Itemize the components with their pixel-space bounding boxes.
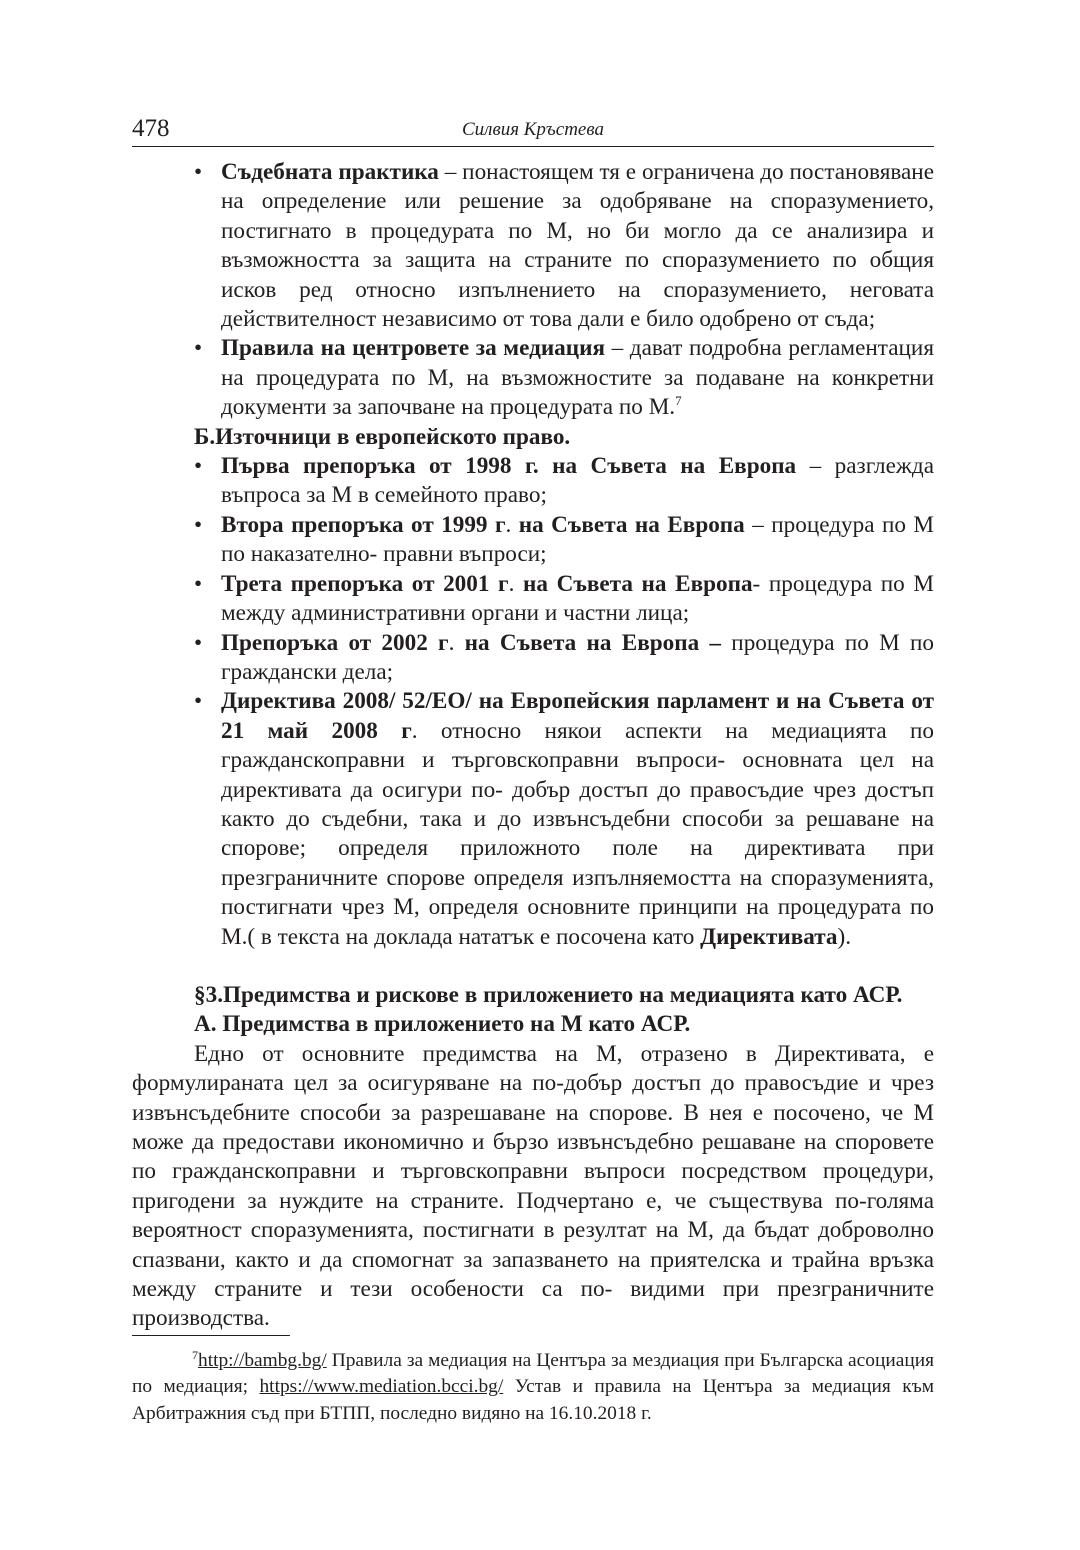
list-item-term: Препоръка от 2002 г: [221, 629, 449, 656]
list-item: [132, 158, 934, 334]
list-item-term: Втора препоръка от 1999 г: [221, 511, 506, 538]
list-item-text: процедура по М по граждански дела;: [221, 629, 935, 685]
footnote-text: Правила за медиация на Центъра за мездиация при Българска асоциация по медиация;: [132, 1350, 934, 1398]
list-item: [132, 570, 934, 629]
list-item-term: Първа препоръка от 1998 г. на Съвета на Европа: [221, 453, 797, 480]
list-item: [132, 687, 934, 952]
list-item: [132, 334, 934, 422]
list-item-term: Директивата: [700, 923, 838, 950]
list-item-sep: .: [448, 629, 465, 656]
list-item-text: – разглежда въпроса за М в семейното право;: [221, 453, 935, 509]
footnote-link-bambg[interactable]: http://bambg.bg/: [198, 1350, 327, 1371]
list-item-text: - процедура по М между административни органи и частни лица;: [221, 570, 934, 627]
footnote: [132, 1348, 934, 1427]
list-item-text: – процедура по М по наказателно- правни въпроси;: [221, 511, 935, 568]
list-item-term: на Съвета на Европа: [523, 570, 753, 597]
bullet-icon: •: [194, 688, 203, 715]
list-item-text: ).: [837, 923, 852, 950]
bullet-icon: •: [194, 335, 203, 362]
list-item-text: – дават подробна регламентация на процедурата по М, на възможностите за подаване на конкретни документи за започване на процедурата по М.: [221, 335, 934, 421]
european-sources-heading: Б.Източници в европейското право.: [194, 423, 571, 450]
list-item-term: на Съвета на Европа –: [464, 629, 722, 656]
list-item-sep: .: [505, 511, 519, 538]
list-item-text: . относно някои аспекти на медиацията по гражданскоправни и търговскоправни въпроси- основната цел на директивата да осигури по- добър достъп до правосъдие чрез достъп както до съдебни, така и до извънсъдебни способи за решаване на спорове; определя приложното поле на директивата при презграничните спорове определя изпълняемостта на споразуменията, постигнати чрез М, определя основните принципи на процедурата по М.( в текста на доклада нататък е посочена като: [221, 717, 934, 950]
list-item-term: Съдебната практика: [221, 159, 439, 185]
footnote-number: 7: [192, 1348, 198, 1362]
subsection-title: А. Предимства в приложението на М като АСР.: [194, 1011, 691, 1038]
bullet-icon: •: [194, 511, 203, 538]
running-head: [132, 114, 934, 147]
national-sources-list: [132, 158, 934, 423]
list-item-term: Правила на центровете за медиация: [221, 335, 606, 362]
list-item-sep: .: [508, 570, 524, 597]
footnote-text: Устав и правила на Центъра за медиация към Арбитражния съд при БТПП, последно видяно на 16.10.2018 г.: [132, 1376, 934, 1424]
running-head-author: Силвия Кръстева: [462, 119, 604, 140]
list-item-term: Трета препоръка от 2001 г: [221, 570, 509, 597]
section-title: §3.Предимства и рискове в приложението на медиацията като АСР.: [194, 981, 903, 1008]
footnote-ref: 7: [675, 393, 682, 409]
body-paragraph: Едно от основните предимства на М, отразено в Директивата, е формулираната цел за осигуряване на по-добър достъп до правосъдие и чрез извънсъдебните способи за разрешаване на спорове. В нея е посочено, че М може да предостави икономично и бързо извънсъдебно решаване на споровете по гражданскоправни и търговскоправни въпроси посредством процедури, пригодени за нуждите на страните. Подчертано е, че съществува по-голяма вероятност споразуменията, постигнати в резултат на М, да бъдат доброволно спазвани, както и да спомогнат за запазването на приятелска и трайна връзка между страните и тези особености са по- видими при презграничните производства.: [132, 1040, 934, 1332]
main-text: [132, 158, 934, 1334]
list-item: [132, 629, 934, 688]
page-number: 478: [132, 115, 170, 142]
european-sources-list: [132, 452, 934, 952]
list-item-text: – понастоящем тя е ограничена до постановяване на определение или решение за одобряване на споразумението, постигнато в процедурата по М, но би могло да се анализира и възможността за защита на страните по споразумението по общия исков ред относно изпълнението на споразумението, неговата действителност независимо от това дали е било одобрено от съда;: [221, 159, 935, 333]
bullet-icon: •: [194, 629, 203, 656]
list-item: [132, 452, 934, 511]
bullet-icon: •: [194, 570, 203, 597]
bullet-icon: •: [194, 159, 203, 185]
footnote-divider: [132, 1335, 290, 1336]
list-item-term: на Съвета на Европа: [518, 511, 745, 538]
footnote-link-bcci[interactable]: https://www.mediation.bcci.bg/: [259, 1376, 504, 1398]
list-item-term: Директива 2008/ 52/ЕО/ на Европейския парламент и на Съвета от 21 май 2008 г: [221, 688, 934, 744]
bullet-icon: •: [194, 453, 203, 480]
footnotes: [132, 1348, 934, 1427]
list-item: [132, 511, 934, 570]
